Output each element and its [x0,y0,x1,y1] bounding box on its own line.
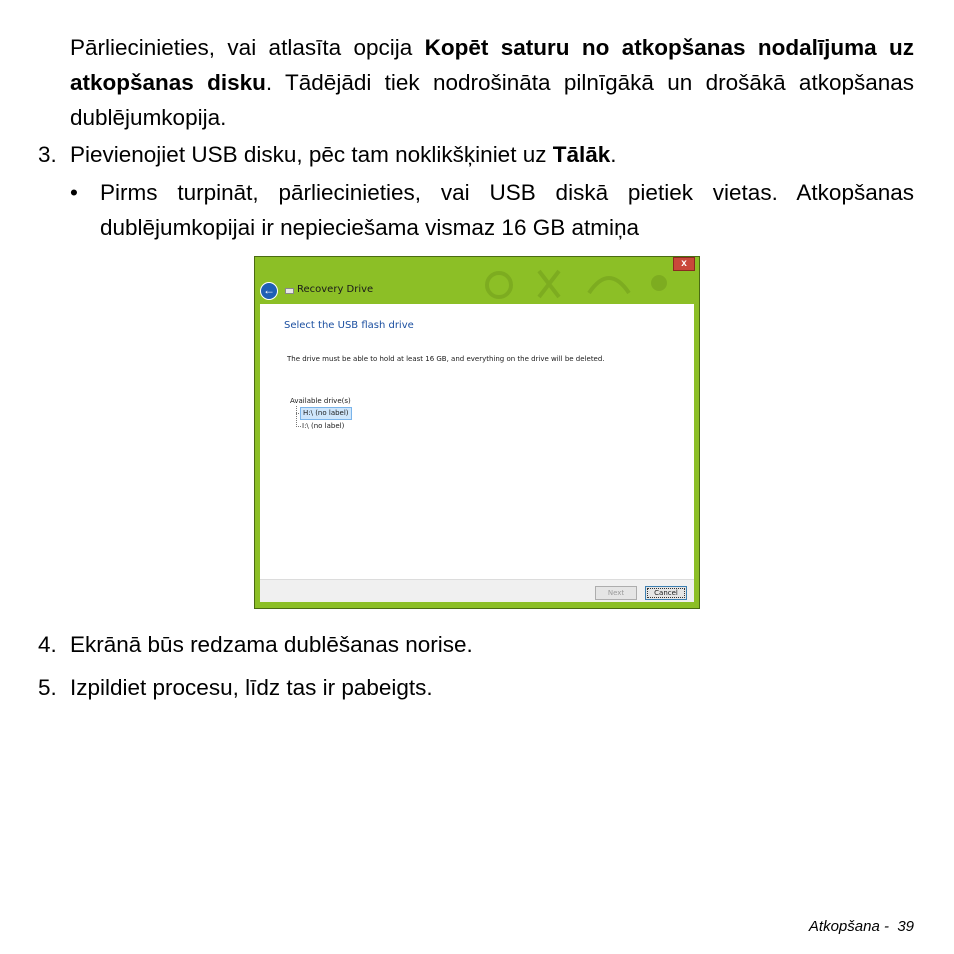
back-arrow-icon[interactable]: ← [260,282,278,300]
page-heading: Select the USB flash drive [284,320,414,331]
step3-text [70,137,617,172]
window-button-bar [260,579,694,602]
next-button[interactable]: Next [595,586,637,600]
step3-next-label: Tālāk [552,142,611,167]
footer-section: Atkopšana - [808,918,889,935]
intro-option-name: Kopēt saturu no atkopšanas nodalījuma uz atkopšanas disku [70,35,915,95]
tree-connector [296,406,297,427]
drive-requirement-text: The drive must be able to hold at least 16 GB, and everything on the drive will be deleted. [287,355,605,363]
drive-item-h[interactable]: H:\ (no label) [300,407,352,420]
tree-connector [296,426,301,427]
recovery-drive-window [254,256,700,609]
bullet-text: Pirms turpināt, pārliecinieties, vai USB diskā pietiek vietas. Atkopšanas dublējumkopijai ir nepieciešama vismaz 16 GB atmiņa [100,180,914,240]
intro-text-end: . Tādējādi tiek nodrošināta pilnīgākā un drošākā atkopšanas dublējumkopija. [70,70,915,130]
step5-number: 5. [38,675,57,700]
close-button[interactable]: x [673,257,695,271]
step3-text-end: . [610,142,617,167]
content-pane [260,304,694,579]
page-number: 39 [897,918,914,935]
step3-number: 3. [38,142,57,167]
intro-text-start: Pārliecinieties, vai atlasīta opcija [70,35,425,60]
step5-text: Izpildiet procesu, līdz tas ir pabeigts. [70,675,433,700]
step3-text-start: Pievienojiet USB disku, pēc tam noklikšķiniet uz [70,142,553,167]
background-decoration-icon [459,263,679,303]
intro-paragraph [70,30,914,135]
step4-text: Ekrānā būs redzama dublēšanas norise. [70,632,473,657]
drive-icon [285,288,294,294]
drive-item-i[interactable]: I:\ (no label) [302,422,345,430]
step4-number: 4. [38,632,57,657]
window-title: Recovery Drive [297,284,374,295]
available-drives-label: Available drive(s) [290,397,351,405]
page-footer [809,918,914,935]
bullet-marker: • [70,180,78,205]
cancel-button[interactable]: Cancel [645,586,687,600]
